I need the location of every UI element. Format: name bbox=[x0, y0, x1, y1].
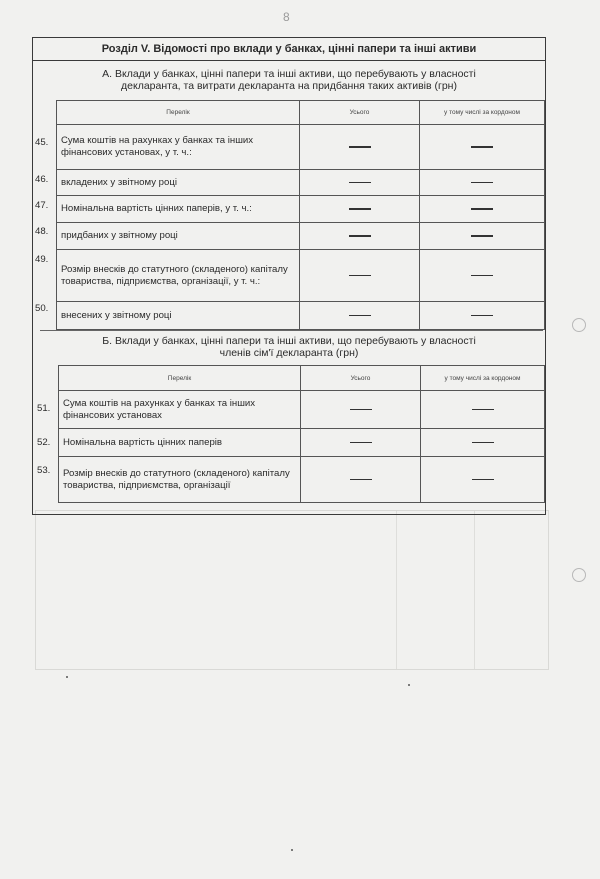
empty-dash bbox=[350, 409, 372, 411]
table-row bbox=[57, 196, 545, 223]
total-cell bbox=[300, 223, 420, 250]
part-a-table bbox=[56, 100, 545, 330]
row-number: 51. bbox=[37, 403, 51, 414]
table-row bbox=[59, 457, 545, 503]
total-cell bbox=[300, 196, 420, 223]
row-number: 45. bbox=[35, 137, 49, 148]
table-row bbox=[57, 125, 545, 170]
abroad-cell bbox=[421, 429, 545, 457]
column-header-total: Усього bbox=[301, 366, 421, 391]
table-header-row bbox=[57, 101, 545, 125]
page-number: 8 bbox=[283, 10, 290, 24]
row-label: вкладених у звітному році bbox=[57, 170, 300, 196]
empty-dash bbox=[471, 208, 493, 210]
table-row bbox=[57, 170, 545, 196]
empty-dash bbox=[472, 409, 494, 411]
empty-dash bbox=[349, 275, 371, 277]
table-row bbox=[57, 223, 545, 250]
column-header-abroad: у тому числі за кордоном bbox=[420, 101, 545, 125]
row-number: 52. bbox=[37, 437, 51, 448]
row-number: 48. bbox=[35, 226, 49, 237]
column-header-total: Усього bbox=[300, 101, 420, 125]
row-number: 46. bbox=[35, 174, 49, 185]
table-header-row bbox=[59, 366, 545, 391]
column-header-list: Перелік bbox=[57, 101, 300, 125]
speck bbox=[66, 676, 68, 678]
bleed-through-frame bbox=[35, 510, 549, 670]
abroad-cell bbox=[420, 250, 545, 302]
table-row bbox=[57, 250, 545, 302]
part-a-title-line2: декларанта, та витрати декларанта на придбання таких активів (грн) bbox=[121, 80, 457, 92]
table-row bbox=[59, 391, 545, 429]
abroad-cell bbox=[421, 457, 545, 503]
row-label: внесених у звітному році bbox=[57, 302, 300, 330]
row-label: Розмір внесків до статутного (складеного) капіталу товариства, підприємства, організації, у т. ч.: bbox=[57, 250, 300, 302]
abroad-cell bbox=[421, 391, 545, 429]
empty-dash bbox=[471, 146, 493, 148]
punch-hole bbox=[572, 568, 586, 582]
column-header-abroad: у тому числі за кордоном bbox=[421, 366, 545, 391]
table-row bbox=[57, 302, 545, 330]
table-row bbox=[59, 429, 545, 457]
row-number: 47. bbox=[35, 200, 49, 211]
row-number: 50. bbox=[35, 303, 49, 314]
part-b-title-line1: Б. Вклади у банках, цінні папери та інші активи, що перебувають у власності bbox=[102, 335, 476, 347]
row-number: 49. bbox=[35, 254, 49, 265]
row-label: Розмір внесків до статутного (складеного) капіталу товариства, підприємства, організації bbox=[59, 457, 301, 503]
abroad-cell bbox=[420, 302, 545, 330]
empty-dash bbox=[471, 315, 493, 317]
speck bbox=[291, 849, 293, 851]
part-a-title bbox=[43, 68, 535, 92]
row-label: Сума коштів на рахунках у банках та інших фінансових установах bbox=[59, 391, 301, 429]
abroad-cell bbox=[420, 125, 545, 170]
empty-dash bbox=[472, 442, 494, 444]
empty-dash bbox=[349, 235, 371, 237]
abroad-cell bbox=[420, 170, 545, 196]
empty-dash bbox=[349, 146, 371, 148]
empty-dash bbox=[349, 208, 371, 210]
total-cell bbox=[300, 250, 420, 302]
row-label: Сума коштів на рахунках у банках та інших фінансових установах, у т. ч.: bbox=[57, 125, 300, 170]
abroad-cell bbox=[420, 196, 545, 223]
empty-dash bbox=[471, 235, 493, 237]
total-cell bbox=[301, 457, 421, 503]
part-a-title-line1: А. Вклади у банках, цінні папери та інші активи, що перебувають у власності bbox=[102, 68, 476, 80]
speck bbox=[408, 684, 410, 686]
empty-dash bbox=[350, 442, 372, 444]
row-label: Номінальна вартість цінних паперів bbox=[59, 429, 301, 457]
row-number: 53. bbox=[37, 465, 51, 476]
part-b-title-line2: членів сім'ї декларанта (грн) bbox=[219, 347, 359, 359]
total-cell bbox=[300, 170, 420, 196]
part-b-table bbox=[58, 365, 545, 503]
abroad-cell bbox=[420, 223, 545, 250]
section-title: Розділ V. Відомості про вклади у банках, цінні папери та інші активи bbox=[33, 38, 545, 61]
column-header-list: Перелік bbox=[59, 366, 301, 391]
total-cell bbox=[301, 429, 421, 457]
empty-dash bbox=[471, 275, 493, 277]
total-cell bbox=[301, 391, 421, 429]
total-cell bbox=[300, 302, 420, 330]
divider bbox=[40, 330, 543, 331]
punch-hole bbox=[572, 318, 586, 332]
empty-dash bbox=[350, 479, 372, 481]
row-label: придбаних у звітному році bbox=[57, 223, 300, 250]
part-b-title bbox=[43, 335, 535, 359]
empty-dash bbox=[471, 182, 493, 184]
row-label: Номінальна вартість цінних паперів, у т. ч.: bbox=[57, 196, 300, 223]
empty-dash bbox=[472, 479, 494, 481]
empty-dash bbox=[349, 182, 371, 184]
total-cell bbox=[300, 125, 420, 170]
empty-dash bbox=[349, 315, 371, 317]
